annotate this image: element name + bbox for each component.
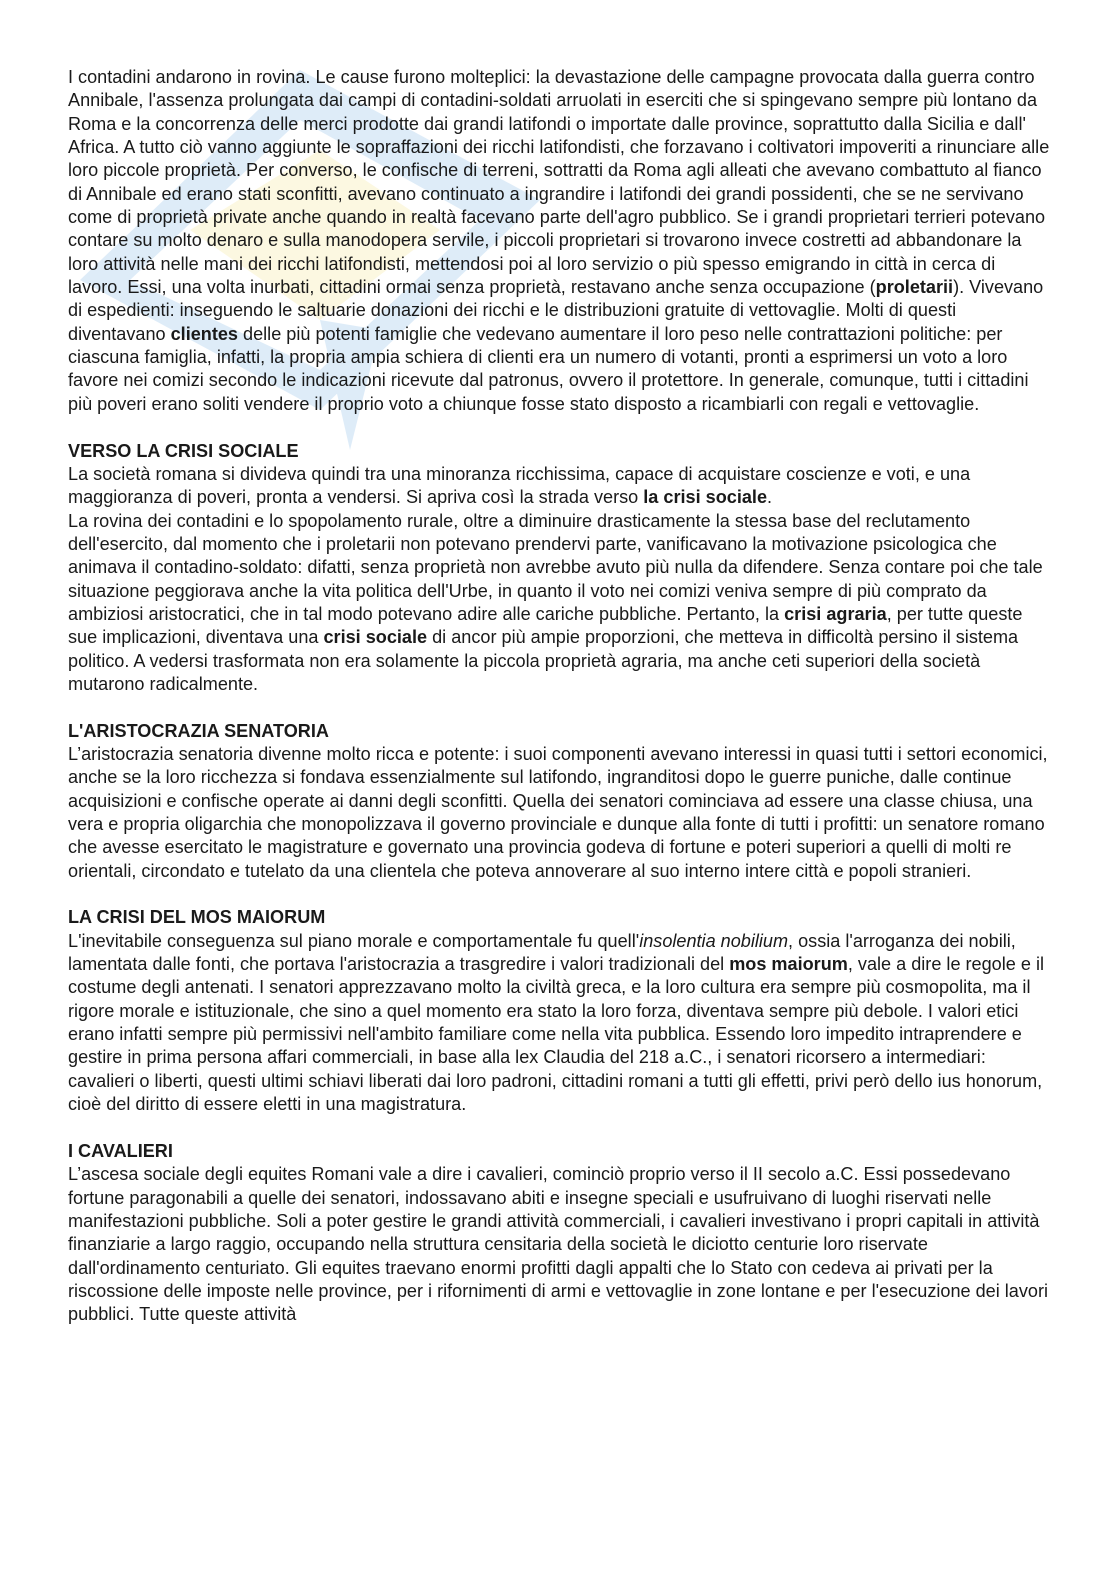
text-run: di ancor più ampie proporzioni, che metteva in difficoltà persino il sistema politico. A vedersi trasformata non era solamente la piccola proprietà agraria, ma anche ceti superiori della società mutarono radicalmente. [68,627,1019,694]
text-run: , vale a dire le regole e il costume degli antenati. I senatori apprezzavano molto la civiltà greca, e la loro cultura era sempre più cosmopolita, ma il rigore morale e istituzionale, che sino a quel momento era stato la loro forza, diventava sempre più debole. I valori etici erano infatti sempre più permissivi nell'ambito familiare come nella vita pubblica. Essendo loro impedito intraprendere e gestire in prima persona affari commerciali, in base alla lex Claudia del 218 a.C., i senatori ricorsero a intermediari: cavalieri o liberti, questi ultimi schiavi liberati dai loro padroni, cittadini romani a tutti gli effetti, privi però dello ius honorum, cioè del diritto di essere eletti in una magistratura. [68,954,1044,1115]
italic-text: insolentia nobilium [639,930,789,951]
text-run: L'inevitabile conseguenza sul piano morale e comportamentale fu quell' [68,930,640,951]
text-run: La rovina dei contadini e lo spopolamento rurale, oltre a diminuire drasticamente la stessa base del reclutamento dell'esercito, dal momento che i proletarii non potevano prendervi parte, vanificavano la motivazione psicologica che animava il contadino-soldato: difatti, senza proprietà non avrebbe avuto più nulla da difendere. Senza contare poi che tale situazione peggiorava anche la vita politica dell'Urbe, in quanto il voto nei comizi veniva sempre di più comprato da ambiziosi aristocratici, che in tal modo potevano adire alle cariche pubbliche. Pertanto, la [68,510,1043,624]
section-heading-aristocrazia: L'ARISTOCRAZIA SENATORIA [68,720,329,741]
bold-text: la crisi sociale [643,487,768,508]
bold-text: proletarii [875,277,954,298]
paragraph-mos-maiorum [68,930,1053,1117]
paragraph-intro [68,66,1053,416]
text-run: , per tutte queste sue implicazioni, diventava una [68,603,1023,648]
text-run: I contadini andarono in rovina. Le cause furono molteplici: la devastazione delle campagne provocata dalla guerra contro Annibale, l'assenza prolungata dai campi di contadini-soldati arruolati in eserciti che si spingevano sempre più lontano da Roma e la concorrenza delle merci prodotte dai grandi latifondi o importate dalle province, soprattutto dalla Sicilia e dall' Africa. A tutto ciò vanno aggiunte le sopraffazioni dei ricchi latifondisti, che forzavano i coltivatori impoveriti a rinunciare alle loro piccole proprietà. Per converso, le confische di terreni, sottratti da Roma agli alleati che avevano combattuto al fianco di Annibale ed erano stati sconfitti, avevano continuato a ingrandire i latifondi dei grandi possidenti, che se ne servivano come di proprietà private anche quando in realtà facevano parte dell'agro pubblico. Se i grandi proprietari terrieri potevano contare su molto denaro e sulla manodopera servile, i piccoli proprietari si trovarono invece costretti ad abbandonare la loro attività nelle mani dei ricchi latifondisti, mettendosi poi al loro servizio o più spesso emigrando in città in cerca di lavoro. Essi, una volta inurbati, cittadini ormai senza proprietà, restavano anche senza occupazione ( [68,67,1050,298]
section-heading-mos-maiorum: LA CRISI DEL MOS MAIORUM [68,907,326,928]
text-run: La società romana si divideva quindi tra una minoranza ricchissima, capace di acquistare coscienze e voti, e una maggioranza di poveri, pronta a vendersi. Si apriva così la strada verso [68,463,971,508]
paragraph-crisi-sociale-a [68,463,1053,510]
text-run: , ossia l'arroganza dei nobili, lamentata dalle fonti, che portava l'aristocrazia a trasgredire i valori tradizionali del [68,930,1016,975]
bold-text: clientes [170,323,238,344]
bold-text: crisi agraria [784,603,887,624]
section-heading-cavalieri: I CAVALIERI [68,1140,173,1161]
bold-text: crisi sociale [323,627,428,648]
text-run: . [767,487,773,508]
text-run: L’aristocrazia senatoria divenne molto ricca e potente: i suoi componenti avevano interessi in quasi tutti i settori economici, anche se la loro ricchezza si fondava essenzialmente sul latifondo, ingranditosi dopo le guerre puniche, dalle continue acquisizioni e confische operate ai danni degli sconfitti. Quella dei senatori cominciava ad essere una classe chiusa, una vera e propria oligarchia che monopolizzava il governo provinciale e dunque alla fonte di tutti i profitti: un senatore romano che avesse esercitato le magistrature e governato una provincia godeva di fortune e poteri superiori a quelli di molti re orientali, circondato e tutelato da una clientela che poteva annoverare al suo interno intere città e popoli stranieri. [68,743,1048,881]
section-heading-crisi-sociale: VERSO LA CRISI SOCIALE [68,440,299,461]
text-run: ). Vivevano di espedienti: inseguendo le saltuarie donazioni dei ricchi e le distribuzioni gratuite di vettovaglie. Molti di questi diventavano [68,277,1044,344]
paragraph-cavalieri [68,1163,1053,1326]
document-page [68,66,1053,1327]
bold-text: mos maiorum [729,954,848,975]
text-run: delle più potenti famiglie che vedevano aumentare il loro peso nelle contrattazioni politiche: per ciascuna famiglia, infatti, la propria ampia schiera di clienti era un numero di votanti, pronti a esprimersi un voto a loro favore nei comizi secondo le indicazioni ricevute dal patronus, ovvero il protettore. In generale, comunque, tutti i cittadini più poveri erano soliti vendere il proprio voto a chiunque fosse stato disposto a ricambiarli con regali e vettovaglie. [68,323,1029,414]
paragraph-aristocrazia [68,743,1053,883]
text-run: L’ascesa sociale degli equites Romani vale a dire i cavalieri, cominciò proprio verso il II secolo a.C. Essi possedevano fortune paragonabili a quelle dei senatori, indossavano abiti e insegne speciali e usufruivano di luoghi riservati nelle manifestazioni pubbliche. Soli a poter gestire le grandi attività commerciali, i cavalieri investivano i propri capitali in attività finanziarie a largo raggio, occupando nella struttura censitaria della società le diciotto centurie loro riservate dall'ordinamento centuriato. Gli equites traevano enormi profitti dagli appalti che lo Stato con cedeva ai privati per la riscossione delle imposte nelle province, per i rifornimenti di armi e vettovaglie in zone lontane e per l'esecuzione dei lavori pubblici. Tutte queste attività [68,1164,1049,1325]
paragraph-crisi-sociale-b [68,510,1053,697]
